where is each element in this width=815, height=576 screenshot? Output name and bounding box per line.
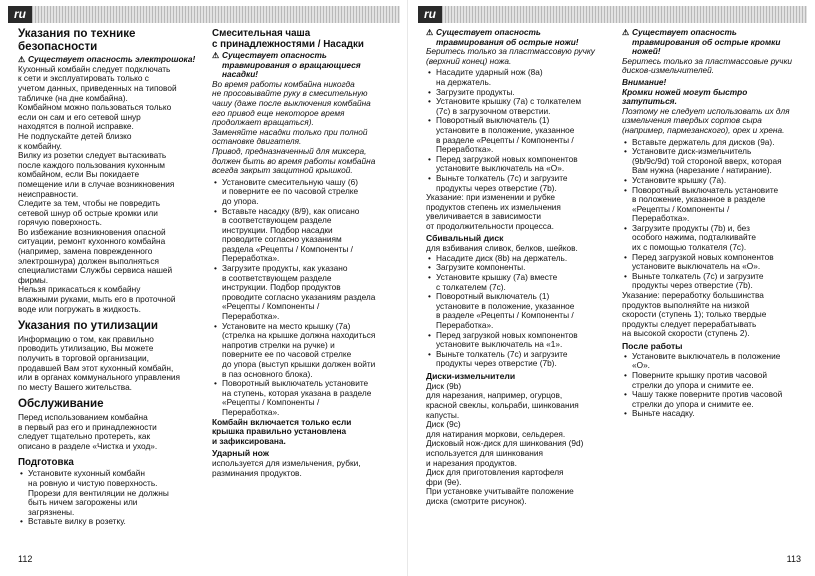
list-item: • Чашу также поверните против часовой стрелки до упора и снимите ее.	[622, 390, 810, 409]
knife-warning-text: Беритесь только за пластмассовую ручку (верхний конец) ножа.	[426, 46, 595, 66]
after-title: После работы	[622, 341, 683, 351]
service-text: Перед использованием комбайна в первый раз его и принадлежности следует тщательно протереть, как описано в разделе «Чистка и уход».	[18, 411, 158, 451]
list-item: • Установите диск-измельчитель (9b/9c/9d) той стороной вверх, которая Вам нужна (нарезание / натирание).	[622, 147, 810, 176]
rotating-warning: ⚠ Существует опасность травмирования о вращающиеся насадки!	[212, 50, 361, 80]
bowl-steps	[212, 178, 402, 418]
page-number: 113	[786, 554, 801, 564]
disposal-text: Информацию о том, как правильно проводить утилизацию, Вы можете получить в торговой организации, продавшей Вам этот кухонный комбайн, или в органах коммунального управления по месту Вашего жительства.	[18, 333, 181, 392]
knife-steps	[426, 68, 614, 193]
list-item: • Перед загрузкой новых компонентов установите выключатель на «О».	[426, 155, 614, 174]
header-bar	[8, 6, 400, 23]
warning-triangle-icon: ⚠	[212, 51, 220, 60]
list-item: • Поворотный выключатель установите на ступень, которая указана в разделе «Рецепты / Компоненты / Переработка».	[212, 379, 402, 417]
safety-text: Кухонный комбайн следует подключать к сети и эксплуатировать только с учетом данных, приведенных на типовой табличке (на дне комбайна). Комбайном можно пользоваться только если он сам и его сетевой шнур находятся в полной исправке. Не подпускайте детей близко к комбайну. Вилку из розетки следует вытаскивать после каждого пользования кухонным комбайном, если Вы покидаете помещение или в случае возникновения неисправности. Следите за тем, чтобы не повредить сетевой шнур об острые кромки или горячую поверхность. Во избежание возникновения опасной ситуации, ремонт кухонного комбайна (например, замена поврежденного электрошнура) должен выполняться специалистами Службы сервиса нашей фирмы. Нельзя прикасаться к комбайну влажными руками, мыть его в проточной воде или погружать в жидкость.	[18, 63, 177, 314]
whisk-steps	[426, 254, 614, 369]
warning-triangle-icon: ⚠	[426, 28, 434, 37]
list-item: • Насадите ударный нож (8а) на держатель.	[426, 68, 614, 87]
right-column-2	[622, 28, 810, 419]
disc-note: Указание: переработку большинства продуктов выполняйте на низкой скорости (ступень 1); только твердые продукты следует перерабатывать на высокой скорости (ступень 2).	[622, 290, 767, 339]
list-item: • Вставьте вилку в розетку.	[18, 517, 204, 527]
bowl-title: Смесительная чаша с принадлежностями / Насадки	[212, 28, 364, 50]
list-item: • Загрузите продукты, как указано в соответствующем разделе инструкции. Подбор продуктов проводите согласно указаниям раздела «Рецепты / Компоненты / Переработка».	[212, 264, 402, 322]
list-item: • Установите крышку (7а).	[622, 176, 810, 186]
warning-triangle-icon: ⚠	[622, 28, 630, 37]
list-item: • Установите на место крышку (7а) (стрелка на крышке должна находиться напротив стрелки на ручке) и поверните ее по часовой стрелке до упора (выступ крышки должен войти в паз основного блока).	[212, 322, 402, 380]
language-tab: ru	[8, 6, 32, 23]
bowl-italic-text: Во время работы комбайна никогда не просовывайте руку в смесительную чашу (даже после выключения комбайна его привод еще некоторое время продолжает вращаться). Заменяйте насадки только при полной остановке двигателя. Привод, предназначенный для миксера, должен быть во время работы комбайна всегда закрыт защитной крышкой.	[212, 78, 376, 176]
right-page	[408, 0, 815, 576]
knife-title: Ударный нож	[212, 448, 269, 459]
list-item: • Выньте толкатель (7с) и загрузите продукты через отверстие (7b).	[426, 350, 614, 369]
list-item: • Выньте толкатель (7с) и загрузите продукты через отверстие (7b).	[426, 174, 614, 193]
list-item: • Установите кухонный комбайн на ровную и чистую поверхность. Прорези для вентиляции не должны быть ничем загорожены или загрязнены.	[18, 469, 204, 517]
list-item: • Поворотный выключатель (1) установите в положение, указанное в разделе «Рецепты / Компоненты / Переработка».	[426, 292, 614, 330]
list-item: • Выньте насадку.	[622, 409, 810, 419]
list-item: • Перед загрузкой новых компонентов установите выключатель на «О».	[622, 253, 810, 272]
slicer-text: Диск (9b) для нарезания, например, огурцов, красной свеклы, кольраби, шинкования капусты. Диск (9c) для натирания моркови, сельдерея. Дисковый нож-диск для шинкования (9d) используется для шинкования и нарезания продуктов. Диск для приготовления картофеля фри (9e). При установке учитывайте положение диска (смотрите рисунок).	[426, 380, 584, 506]
knife-warning: ⚠ Существует опасность травмирования об острые ножи!	[426, 27, 579, 47]
safety-title: Указания по технике безопасности	[18, 27, 136, 53]
lid-note: Комбайн включается только если крышка правильно установлена и зафиксирована.	[212, 416, 352, 446]
list-item: • Установите крышку (7а) с толкателем (7с) в загрузочном отверстии.	[426, 97, 614, 116]
slicer-title: Диски-измельчители	[426, 370, 516, 381]
list-item: • Загрузите компоненты.	[426, 263, 614, 273]
disc-warning-text: Беритесь только за пластмассовые ручки дисков-измельчителей.	[622, 55, 793, 76]
warning-triangle-icon: ⚠	[18, 55, 26, 65]
whisk-title: Сбивальный диск	[426, 233, 504, 244]
list-item: • Установите выключатель в положение «О».	[622, 352, 810, 371]
left-column-2	[212, 28, 402, 478]
knife-text: используется для измельчения, рубки, разминания продуктов.	[212, 458, 361, 478]
prep-list	[18, 469, 204, 527]
after-steps	[622, 352, 810, 419]
left-column-1	[18, 28, 204, 527]
disposal-title: Указания по утилизации	[18, 319, 158, 333]
service-title: Обслуживание	[18, 397, 104, 411]
list-item: • Выньте толкатель (7с) и загрузите продукты через отверстие (7b).	[622, 272, 810, 291]
whisk-text: для взбивания сливок, белков, шейков.	[426, 243, 578, 254]
list-item: • Поворотный выключатель (1) установите в положение, указанное в разделе «Рецепты / Компоненты / Переработка».	[426, 116, 614, 154]
electric-warning: ⚠ Существует опасность электрошока!	[18, 54, 196, 65]
list-item: • Загрузите продукты (7b) и, без особого нажима, подталкивайте их с помощью толкателя (7с).	[622, 224, 810, 253]
list-item: • Поверните крышку против часовой стрелки до упора и снимите ее.	[622, 371, 810, 390]
disc-steps	[622, 138, 810, 292]
list-item: • Вставьте насадку (8/9), как описано в соответствующем разделе инструкции. Подбор насадки проводите согласно указаниям раздела «Рецепты / Компоненты / Переработка».	[212, 207, 402, 265]
list-item: • Установите смесительную чашу (6) и поверните ее по часовой стрелке до упора.	[212, 178, 402, 207]
list-item: • Перед загрузкой новых компонентов установите выключатель на «1».	[426, 331, 614, 350]
header-bar	[418, 6, 807, 23]
knife-note: Указание: при изменении и рубке продуктов степень их измельчения увеличивается в зависимости от продолжительности процесса.	[426, 192, 561, 231]
right-column-1	[426, 28, 614, 507]
disc-warning: ⚠ Существует опасность травмирования об острые кромки ножей!	[622, 27, 781, 57]
attention-title: Внимание! Кромки ножей могут быстро затупиться.	[622, 76, 748, 107]
attention-text: Поэтому не следует использовать их для измельчения твердых сортов сыра (например, пармезанского), орех и хрена.	[622, 105, 790, 135]
list-item: • Поворотный выключатель установите в положение, указанное в разделе «Рецепты / Компоненты / Переработка».	[622, 186, 810, 224]
prep-title: Подготовка	[18, 457, 74, 469]
language-tab: ru	[418, 6, 442, 23]
list-item: • Насадите диск (8b) на держатель.	[426, 254, 614, 264]
page-number: 112	[18, 554, 33, 564]
list-item: • Вставьте держатель для дисков (9а).	[622, 138, 810, 148]
list-item: • Загрузите продукты.	[426, 88, 614, 98]
list-item: • Установите крышку (7а) вместе с толкателем (7с).	[426, 273, 614, 292]
